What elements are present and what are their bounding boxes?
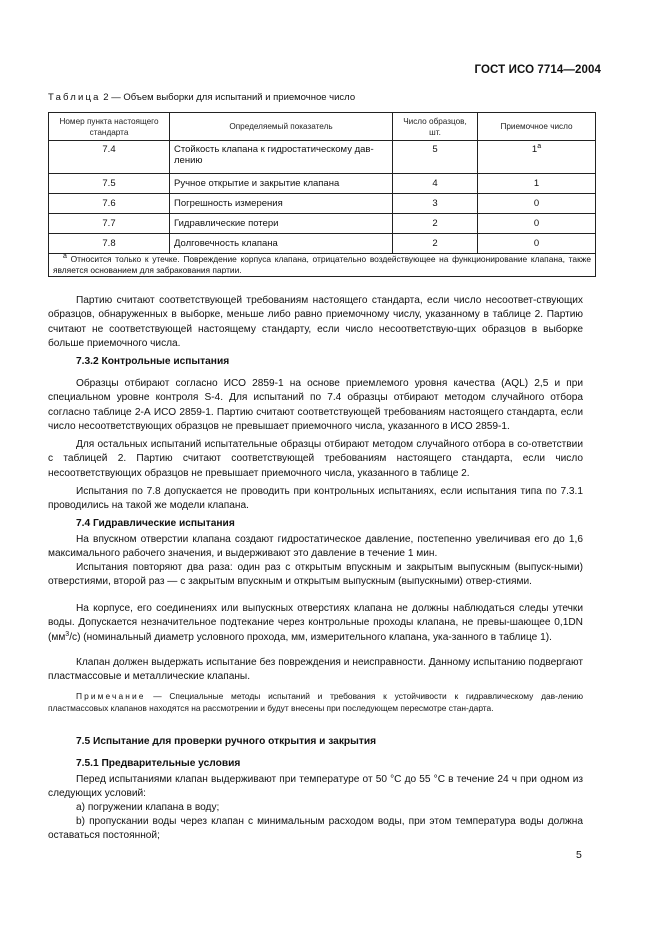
header-clause: Номер пункта настоящего стандарта (49, 113, 170, 141)
cell-indicator: Долговечность клапана (170, 234, 393, 254)
table-row (49, 214, 596, 234)
paragraph-sampling-iso: Образцы отбирают согласно ИСО 2859-1 на основе приемлемого уровня качества (AQL) 2,5 и при специальном уровне контроля S-4. Для испытаний по 7.4 образцы отбирают методом случайного отбора согласно таблице 2-А ИСО 2859-1. Партию считают соответствующей требованиям настоящего стандарта, если число несоответствующих образцов не превышает приемочного числа, указанного в ИСО 2859-1. (48, 378, 583, 432)
note-label: Примечание (76, 691, 146, 701)
sample-size-table (48, 112, 596, 277)
paragraph-batch-acceptance: Партию считают соответствующей требованиям настоящего стандарта, если число несоответ-ствующих образцов, обнаруженных в выборке, меньше либо равно приемочному числу, указанному в таблице 2. Партию считают не соответствующей настоящему стандарту, если число несоответствую-щих образцов в выборке больше приемочного числа. (48, 295, 583, 349)
table-caption (48, 92, 355, 103)
table-caption-text: — Объем выборки для испытаний и приемочное число (108, 92, 356, 103)
list-item-b: b) пропускании воды через клапан с минимальным расходом воды, при этом температура воды должна оставаться постоянной; (48, 816, 583, 842)
paragraph-withstand: Клапан должен выдержать испытание без повреждения и неисправности. Данному испытанию подвергают пластмассовые и металлические клапаны. (48, 657, 583, 683)
cell-acceptance: 0 (478, 194, 596, 214)
paragraph-preconditions: Перед испытаниями клапан выдерживают при температуре от 50 °С до 55 °С в течение 24 ч при одном из следующих условий: (48, 774, 583, 800)
list-item-a: а) погружении клапана в воду; (76, 802, 220, 813)
note-text: — Специальные методы испытаний и требования к устойчивости к гидравлическому дав-лению пластмассовых клапанов находятся на рассмотрении и будут внесены при последующем пересмотре стан-дарта. (48, 691, 583, 714)
cell-clause: 7.5 (49, 174, 170, 194)
table-caption-number: 2 (103, 92, 109, 103)
leakage-text-end: /с) (номинальный диаметр условного прохода, мм, измерительного клапана, ука-занного в таблице 1). (69, 631, 552, 643)
table-row (49, 141, 596, 174)
cell-acceptance: 0 (478, 234, 596, 254)
footnote-ref: а (537, 143, 542, 150)
cell-samples: 4 (393, 174, 478, 194)
cell-indicator: Гидравлические потери (170, 214, 393, 234)
cell-clause: 7.8 (49, 234, 170, 254)
cell-acceptance: 0 (478, 214, 596, 234)
section-heading-7-5-1: 7.5.1 Предварительные условия (76, 758, 241, 769)
superscript-3: 3 (65, 630, 70, 638)
section-heading-7-5: 7.5 Испытание для проверки ручного открытия и закрытия (76, 736, 377, 747)
footnote-text: Относится только к утечке. Повреждение корпуса клапана, отрицательно воздействующее на функционирование клапана, также является основанием для забракования партии. (53, 254, 591, 275)
header-samples: Число образцов, шт. (393, 113, 478, 141)
footnote-mark: а (63, 253, 67, 260)
cell-indicator: Погрешность измерения (170, 194, 393, 214)
header-acceptance: Приемочное число (478, 113, 596, 141)
cell-clause: 7.4 (49, 141, 170, 174)
table-row (49, 234, 596, 254)
cell-samples: 3 (393, 194, 478, 214)
table-footnote (49, 254, 596, 277)
table-row (49, 174, 596, 194)
cell-acceptance: 1 (478, 174, 596, 194)
section-heading-7-4: 7.4 Гидравлические испытания (76, 518, 235, 529)
cell-samples: 2 (393, 214, 478, 234)
paragraph-hydrostatic-pressure: На впускном отверстии клапана создают гидростатическое давление, постепенно увеличивая его до 1,6 максимального рабочего значения, и выдерживают это давление в течение 1 мин. (48, 534, 583, 560)
cell-samples: 2 (393, 234, 478, 254)
paragraph-durability-test: Испытания по 7.8 допускается не проводить при контрольных испытаниях, если испытания типа по 7.3.1 проводились на такой же модели клапана. (48, 486, 583, 512)
table-footnote-row (49, 254, 596, 277)
cell-samples: 5 (393, 141, 478, 174)
paragraph-leakage (48, 602, 583, 645)
header-indicator: Определяемый показатель (170, 113, 393, 141)
paragraph-repeat-tests: Испытания повторяют два раза: один раз с открытым впускным и закрытым выпускным (выпуск-ными) отверстиями, второй раз — с закрытым впускным и открытым выпускным (выпускными) отвер-стиями. (48, 562, 583, 588)
acceptance-value: 1 (531, 144, 538, 155)
cell-clause: 7.7 (49, 214, 170, 234)
cell-indicator: Ручное открытие и закрытие клапана (170, 174, 393, 194)
cell-indicator: Стойкость клапана к гидростатическому дав-лению (170, 141, 393, 174)
table-row (49, 194, 596, 214)
cell-clause: 7.6 (49, 194, 170, 214)
cell-acceptance (478, 141, 596, 174)
paragraph-other-tests: Для остальных испытаний испытательные образцы отбирают методом случайного отбора в со-ответствии с таблицей 2. Партию считают соответствующей требованиям настоящего стандарта, если число несоответствующих образцов не превышает приемочного числа, указанного в таблице 2. (48, 439, 583, 479)
section-heading-7-3-2: 7.3.2 Контрольные испытания (76, 356, 230, 367)
table-caption-label: Таблица (48, 92, 101, 103)
document-code-header: ГОСТ ИСО 7714—2004 (474, 64, 601, 76)
note-block (48, 690, 583, 715)
leakage-text-start: На корпусе, его соединениях или выпускных отверстиях клапана не должны наблюдаться следы утечки воды. Допускается незначительное подтекание через контрольные проходы клапана, не превы-шающее 0,1DN (мм (48, 603, 583, 643)
table-header-row (49, 113, 596, 141)
page-number: 5 (576, 849, 582, 861)
